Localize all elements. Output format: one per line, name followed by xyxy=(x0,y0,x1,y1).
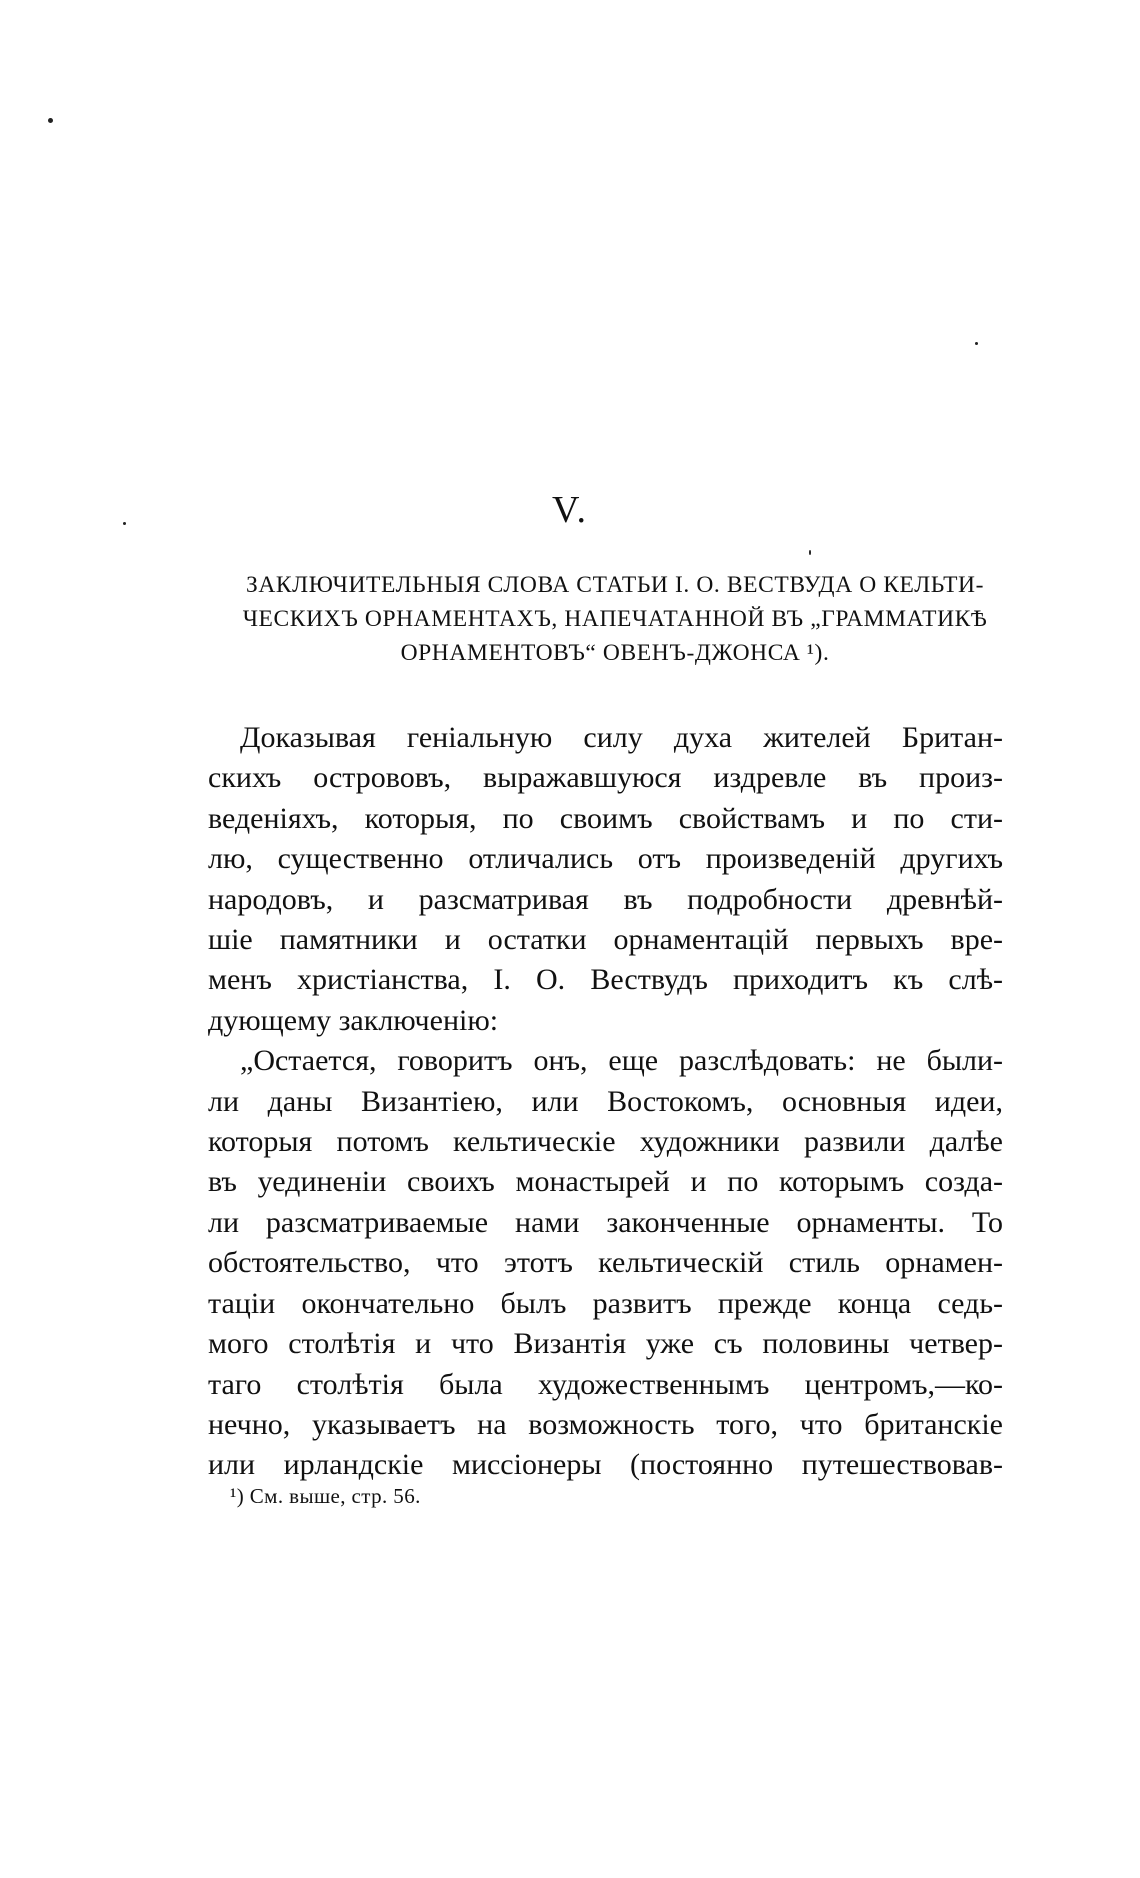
paragraph-2 xyxy=(208,1041,1003,1485)
ink-speck xyxy=(975,342,978,345)
paragraph-1 xyxy=(208,718,1003,1041)
heading-line: ОРНАМЕНТОВЪ“ ОВЕНЪ-ДЖОНСА ¹). xyxy=(400,640,830,666)
text-line: таціи окончательно былъ развитъ прежде конца седь- xyxy=(208,1286,1003,1320)
chapter-heading xyxy=(225,568,1005,670)
text-line: обстоятельство, что этотъ кельтическій стиль орнамен- xyxy=(208,1246,1003,1280)
heading-line: ЧЕСКИХЪ ОРНАМЕНТАХЪ, НАПЕЧАТАННОЙ ВЪ „ГРАММАТИКѢ xyxy=(242,606,988,632)
text-line: веденіяхъ, которыя, по своимъ свойствамъ и по сти- xyxy=(208,801,1003,835)
text-line: или ирландскіе миссіонеры (постоянно путешествовав- xyxy=(208,1448,1003,1482)
text-line: „Остается, говоритъ онъ, еще разслѣдовать: не были- xyxy=(240,1044,1003,1078)
text-line: дующему заключенію: xyxy=(208,1003,499,1037)
text-line: мого столѣтія и что Византія уже съ половины четвер- xyxy=(208,1327,1003,1361)
footnote: ¹) См. выше, стр. 56. xyxy=(230,1484,421,1508)
ink-speck xyxy=(809,550,811,555)
text-line: шіе памятники и остатки орнаментацій первыхъ вре- xyxy=(208,923,1003,957)
text-line: менъ христіанства, I. О. Вествудъ приходитъ къ слѣ- xyxy=(208,963,1003,997)
text-line: которыя потомъ кельтическіе художники развили далѣе xyxy=(208,1125,1003,1159)
ink-speck xyxy=(48,118,53,123)
text-line: Доказывая геніальную силу духа жителей Британ- xyxy=(240,721,1003,754)
text-line: ли даны Византіею, или Востокомъ, основныя идеи, xyxy=(208,1084,1003,1118)
text-line: ли разсматриваемые нами законченные орнаменты. То xyxy=(208,1205,1003,1239)
text-line: скихъ острововъ, выражавшуюся издревле въ произ- xyxy=(208,761,1003,795)
text-line: въ уединеніи своихъ монастырей и по которымъ созда- xyxy=(208,1165,1003,1199)
text-line: нечно, указываетъ на возможность того, что британскіе xyxy=(208,1407,1003,1441)
text-line: народовъ, и разсматривая въ подробности древнѣй- xyxy=(208,882,1003,916)
body-text xyxy=(208,718,1003,1486)
text-line: лю, существенно отличались отъ произведеній другихъ xyxy=(208,842,1003,876)
heading-line: ЗАКЛЮЧИТЕЛЬНЫЯ СЛОВА СТАТЬИ I. О. ВЕСТВУДА О КЕЛЬТИ- xyxy=(245,572,985,598)
chapter-number: V. xyxy=(551,489,589,531)
text-line: таго столѣтія была художественнымъ центромъ,—ко- xyxy=(208,1367,1003,1401)
